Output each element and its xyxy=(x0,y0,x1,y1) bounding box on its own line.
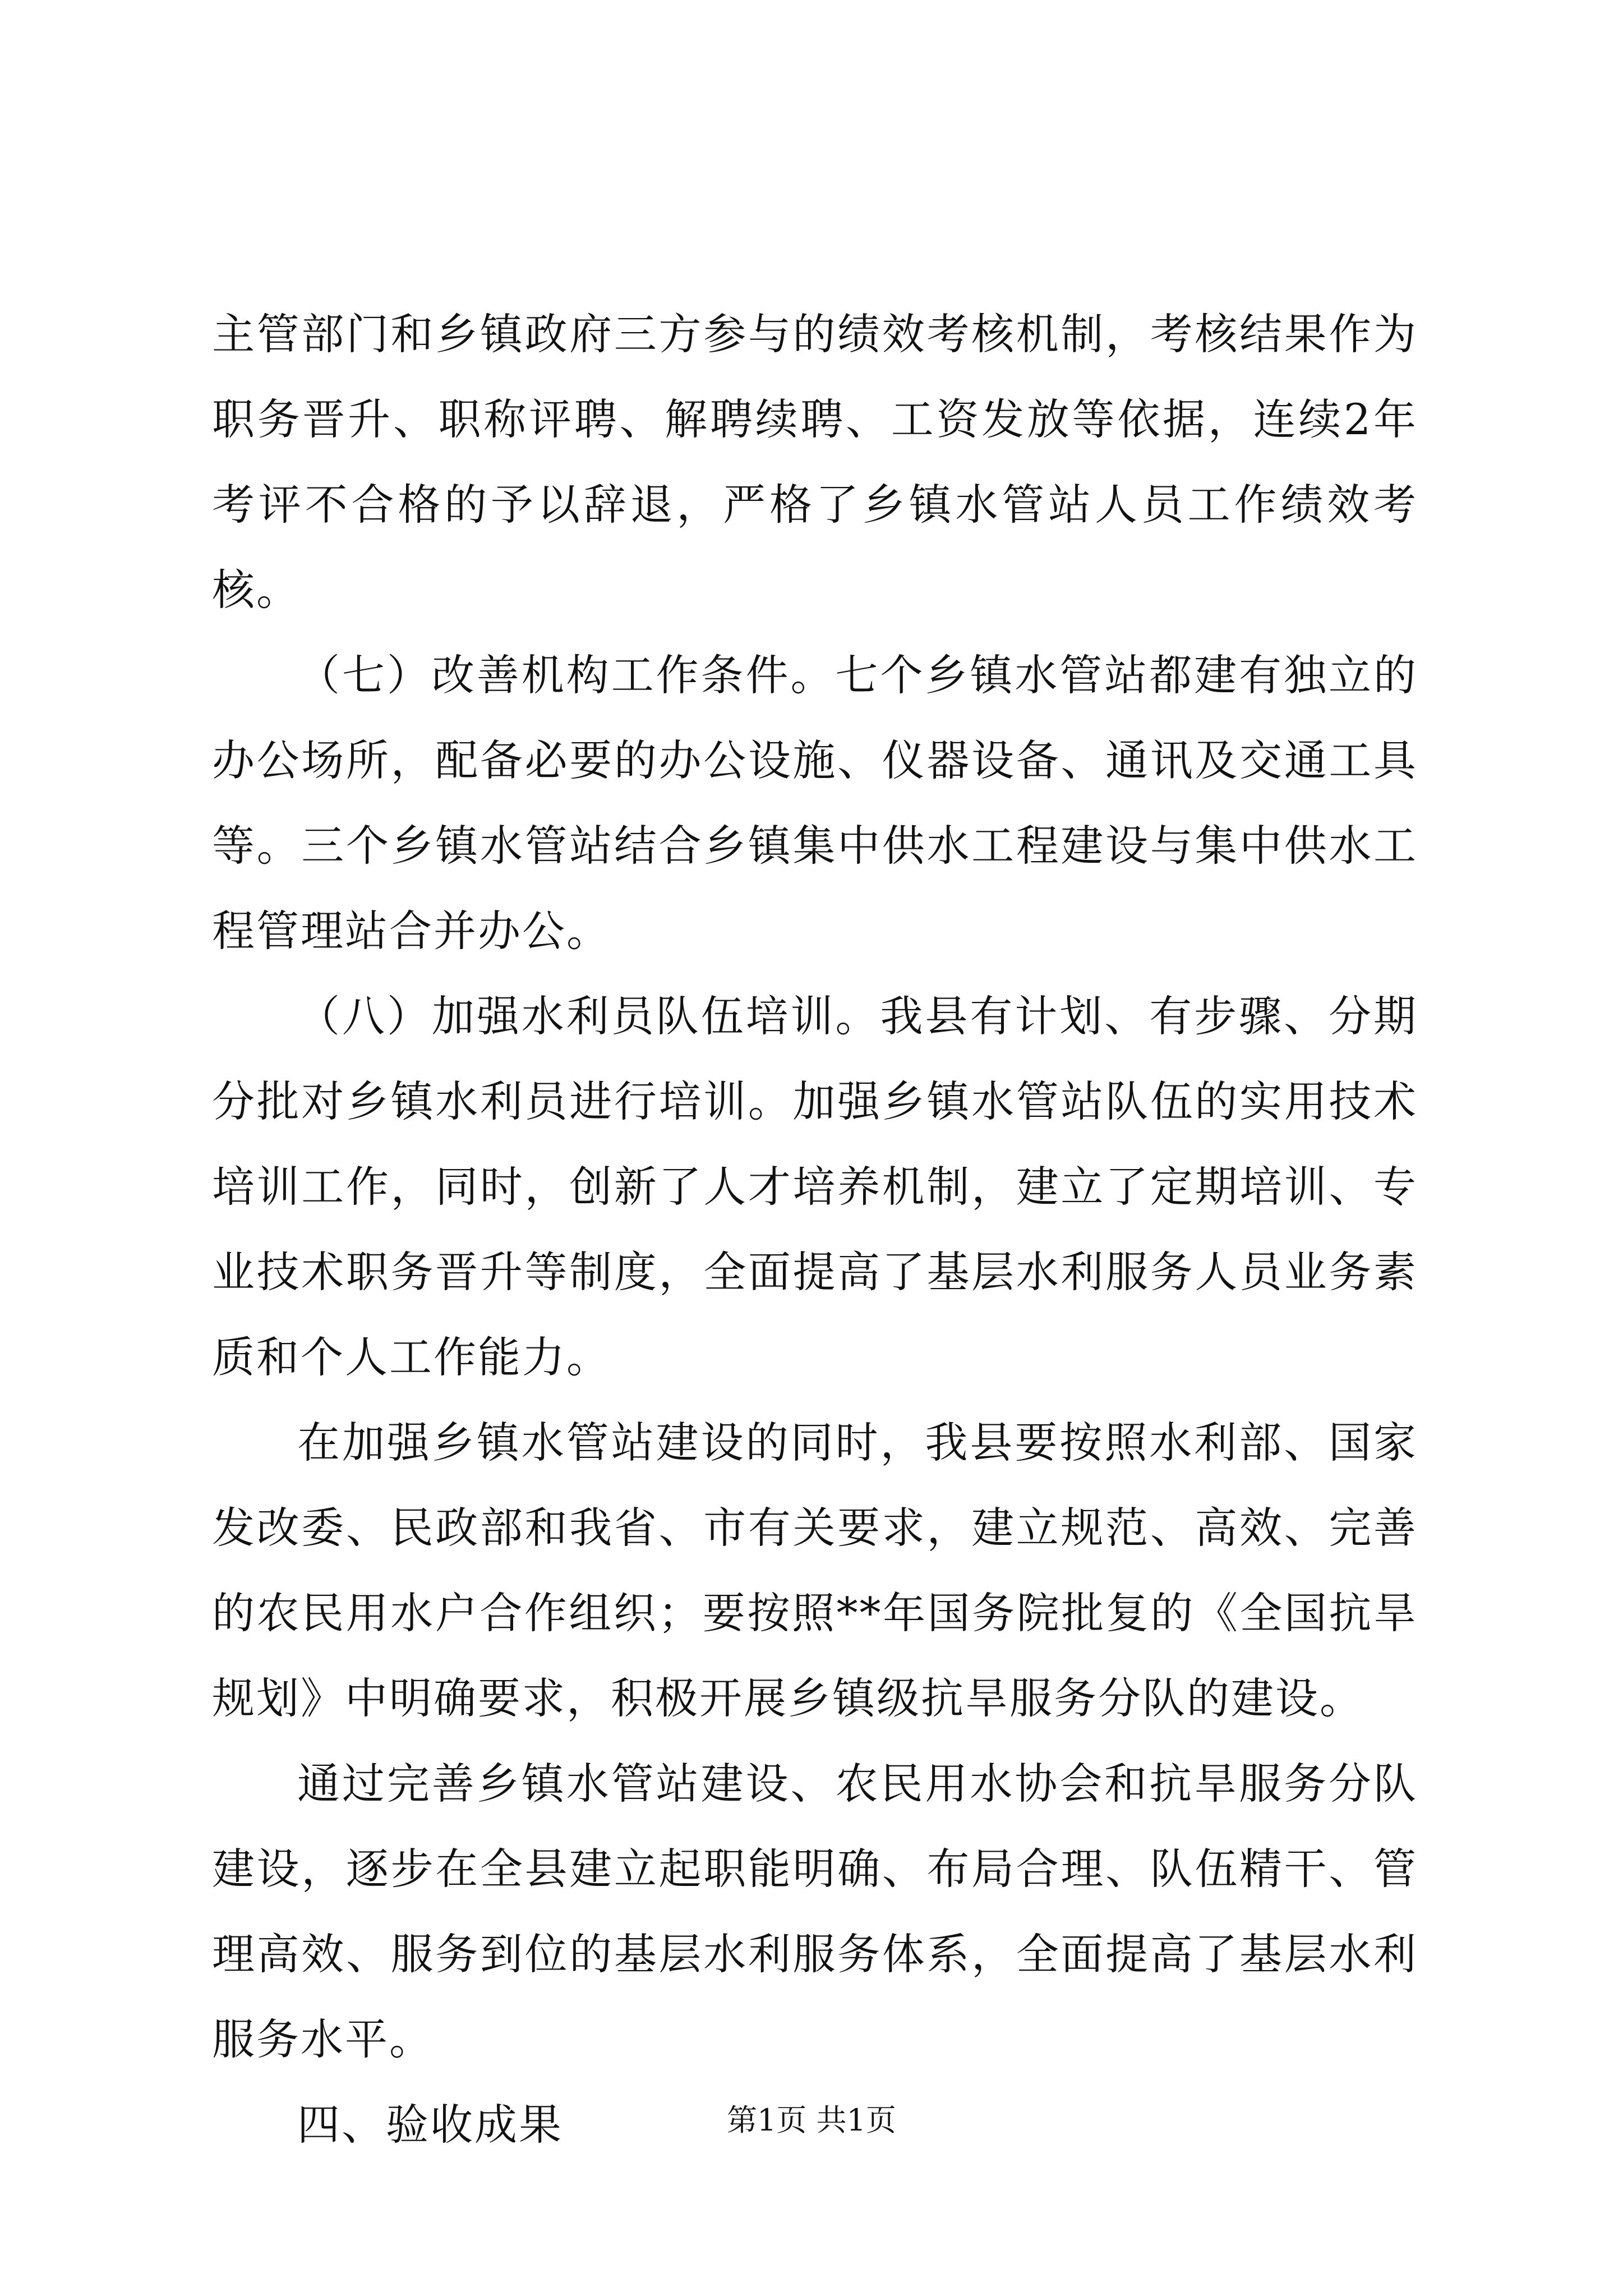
document-body xyxy=(212,292,1418,2168)
paragraph-section-eight: （八）加强水利员队伍培训。我县有计划、有步骤、分期分批对乡镇水利员进行培训。加强乡镇水管站队伍的实用技术培训工作，同时，创新了人才培养机制，建立了定期培训、专业技术职务晋升等制度，全面提高了基层水利服务人员业务素质和个人工作能力。 xyxy=(212,991,1418,1382)
paragraph-organizations: 在加强乡镇水管站建设的同时，我县要按照水利部、国家发改委、民政部和我省、市有关要求，建立规范、高效、完善的农民用水户合作组织；要按照**年国务院批复的《全国抗旱规划》中明确要求，积极开展乡镇级抗旱服务分队的建设。 xyxy=(212,1418,1418,1723)
page-footer: 第1页 共1页 xyxy=(727,2102,896,2138)
paragraph-continuation: 主管部门和乡镇政府三方参与的绩效考核机制，考核结果作为职务晋升、职称评聘、解聘续聘、工资发放等依据，连续2年考评不合格的予以辞退，严格了乡镇水管站人员工作绩效考核。 xyxy=(212,309,1418,615)
heading-acceptance-results: 四、验收成果 xyxy=(297,2100,563,2150)
paragraph-service-system: 通过完善乡镇水管站建设、农民用水协会和抗旱服务分队建设，逐步在全县建立起职能明确、布局合理、队伍精干、管理高效、服务到位的基层水利服务体系，全面提高了基层水利服务水平。 xyxy=(212,1759,1418,2064)
paragraph-section-seven: （七）改善机构工作条件。七个乡镇水管站都建有独立的办公场所，配备必要的办公设施、仪器设备、通讯及交通工具等。三个乡镇水管站结合乡镇集中供水工程建设与集中供水工程管理站合并办公。 xyxy=(212,650,1418,956)
